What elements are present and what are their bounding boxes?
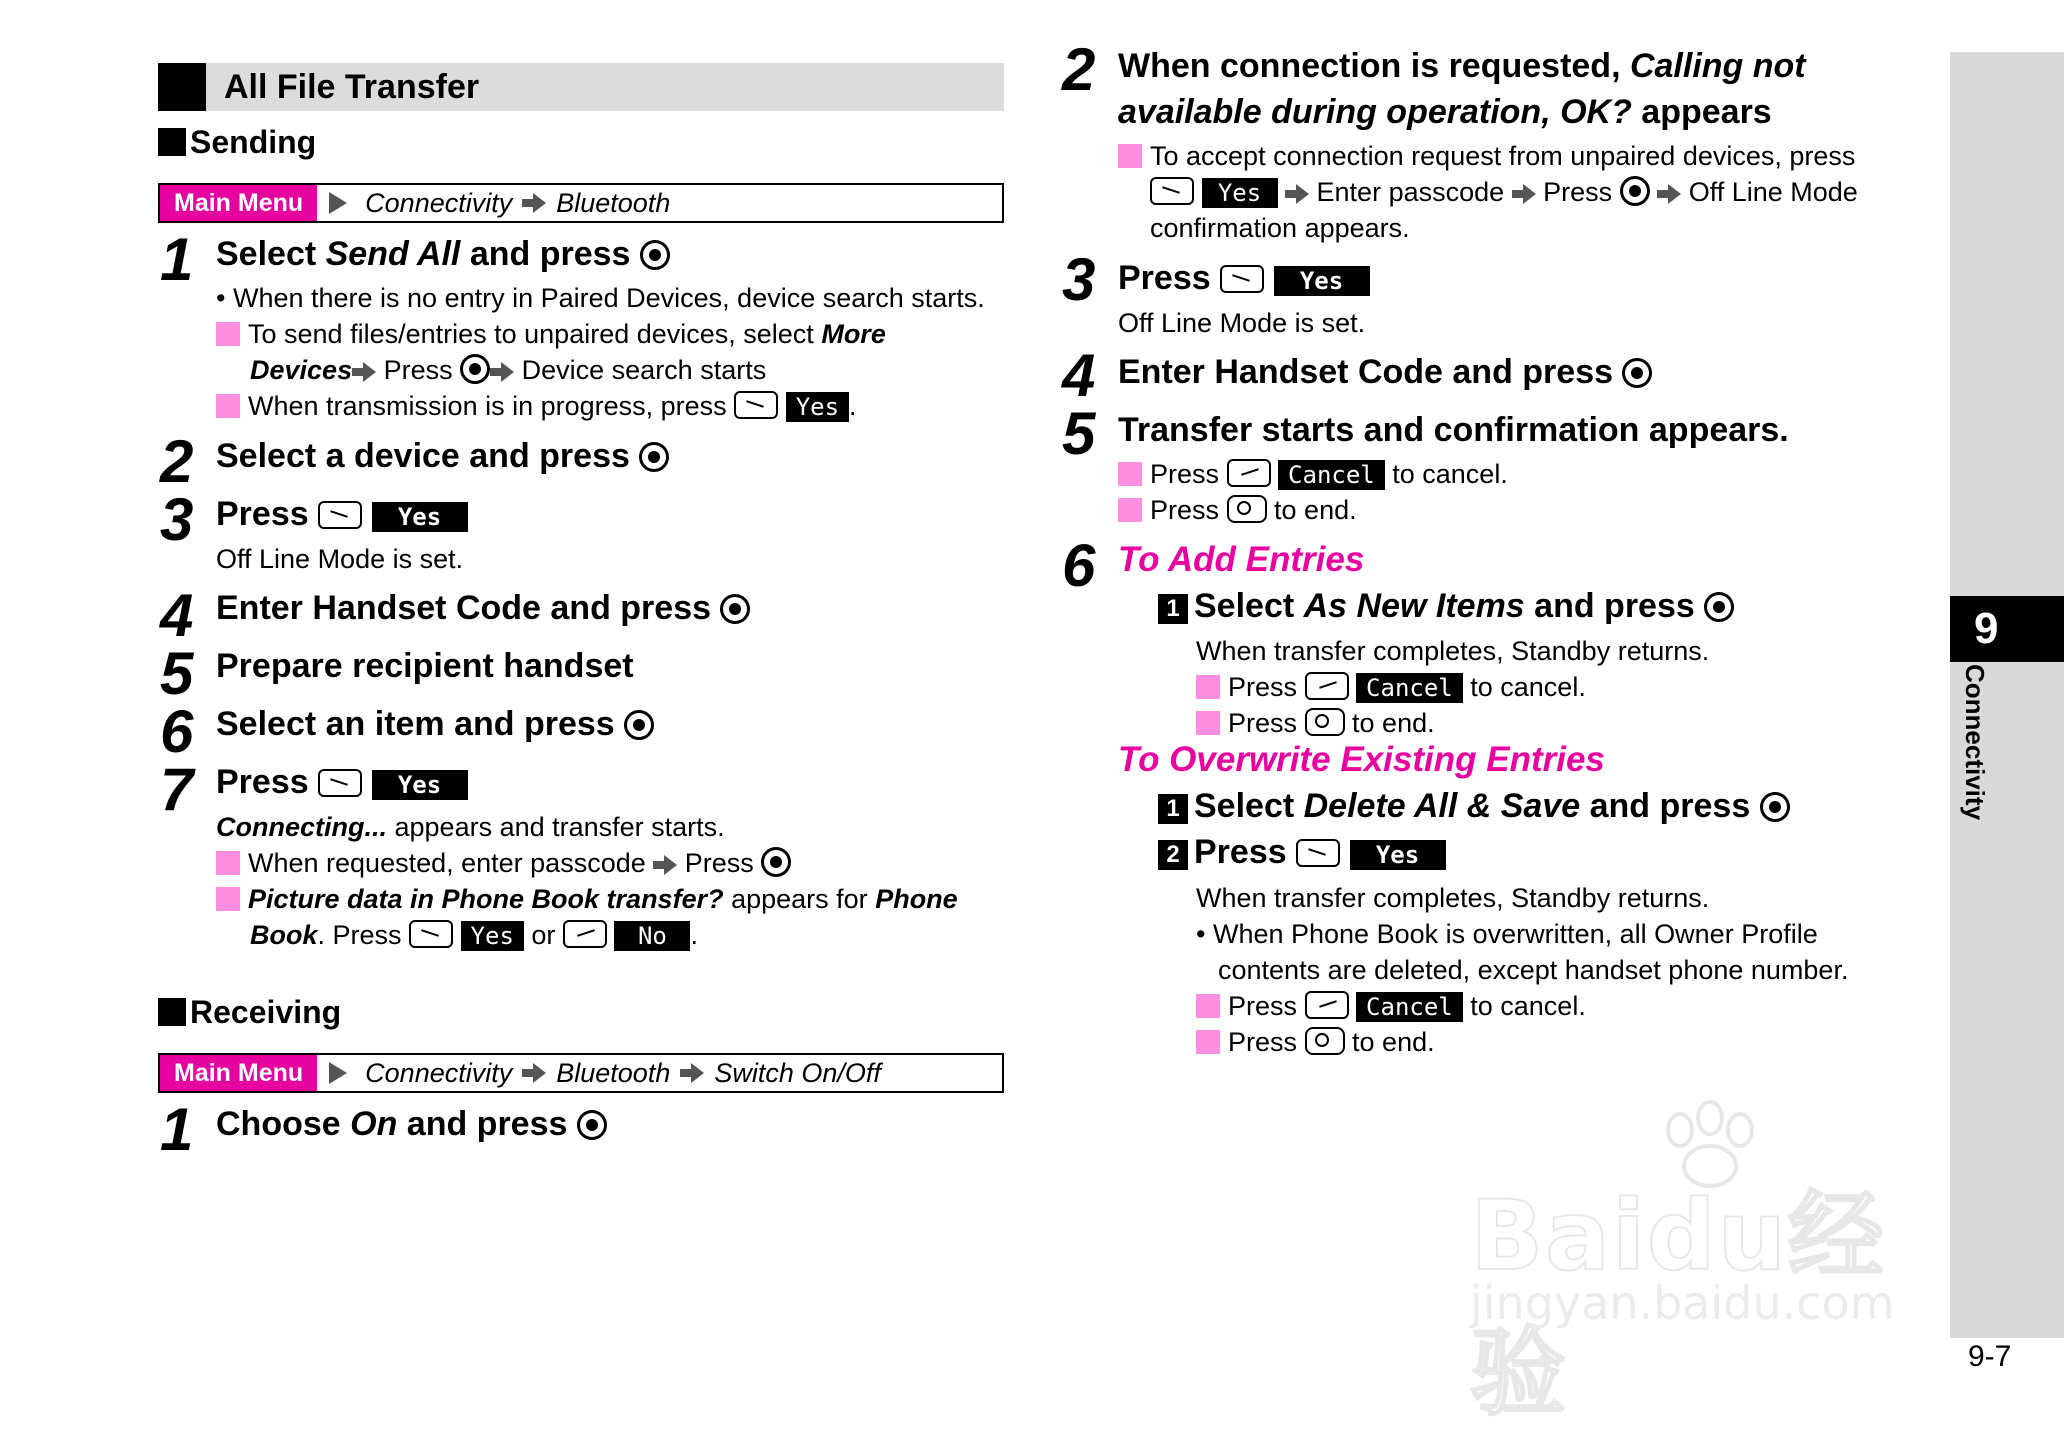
right-softkey-icon	[318, 501, 362, 529]
note-marker	[1196, 994, 1220, 1018]
note-marker	[216, 322, 240, 346]
add-entries-heading: To Add Entries	[1118, 540, 1365, 579]
step-number: 6	[1062, 532, 1096, 599]
sub-step-number: 1	[1158, 794, 1188, 824]
note-marker	[216, 887, 240, 911]
cancel-note: Press Cancel to cancel.	[1196, 988, 1586, 1024]
step-number: 2	[1062, 36, 1096, 103]
path-triangle-icon	[329, 1062, 347, 1084]
note-marker	[1196, 711, 1220, 735]
path-connectivity: Connectivity	[365, 1057, 513, 1088]
end-note: Press to end.	[1196, 1024, 1435, 1060]
path-bluetooth: Bluetooth	[556, 187, 671, 218]
note-marker	[216, 851, 240, 875]
right-softkey-icon	[734, 391, 778, 419]
select-key-icon	[1622, 358, 1652, 388]
yes-label: Yes	[1202, 178, 1278, 208]
add-body: When transfer completes, Standby returns.	[1196, 636, 1710, 666]
step-5-text: Prepare recipient handset	[216, 647, 634, 685]
step-3-text: Press Yes	[216, 492, 468, 536]
cancel-label: Cancel	[1356, 992, 1463, 1022]
menu-path	[329, 188, 670, 219]
receiving-heading	[158, 992, 341, 1032]
select-key-icon	[639, 442, 669, 472]
right-softkey-icon	[1150, 177, 1194, 205]
menu-path	[329, 1058, 881, 1089]
select-key-icon	[577, 1110, 607, 1140]
page-title: All File Transfer	[224, 68, 480, 106]
step-number: 2	[160, 428, 194, 495]
step-number: 1	[160, 1096, 194, 1163]
arrow-right-icon	[1512, 184, 1536, 204]
left-softkey-icon	[1305, 991, 1349, 1019]
step-number: 5	[160, 640, 194, 707]
yes-label: Yes	[372, 770, 468, 800]
overwrite-sub-step-2: 2 Press Yes	[1158, 830, 1446, 874]
right-step-2-note: To accept connection request from unpaired devices, press	[1118, 138, 1855, 174]
step-number: 1	[160, 226, 194, 293]
path-switch-on-off: Switch On/Off	[714, 1057, 881, 1088]
receiving-step-1-text: Choose On and press	[216, 1102, 607, 1146]
overwrite-bullet-2: contents are deleted, except handset phone number.	[1218, 955, 1849, 985]
sending-heading	[158, 122, 316, 162]
yes-label: Yes	[1274, 266, 1370, 296]
arrow-right-icon	[653, 855, 677, 875]
step-number: 3	[160, 486, 194, 553]
path-triangle-icon	[329, 192, 347, 214]
no-label: No	[614, 921, 690, 951]
step-1-text: Select Send All and press	[216, 232, 670, 276]
arrow-right-icon	[680, 1063, 704, 1083]
sub-step-number: 2	[1158, 840, 1188, 870]
note-marker	[1118, 144, 1142, 168]
baidu-watermark	[1460, 1100, 1940, 1429]
select-key-icon	[720, 594, 750, 624]
right-softkey-icon	[318, 769, 362, 797]
step-1-note-1-cont: Devices Press Device search starts	[250, 355, 767, 385]
sending-menu-path	[158, 183, 1004, 223]
right-step-2-line-1: When connection is requested, Calling not	[1118, 47, 1806, 85]
step-7-body: Connecting... appears and transfer starts.	[216, 812, 725, 842]
right-step-2-line-2: available during operation, OK? appears	[1118, 93, 1772, 131]
end-key-icon	[1305, 708, 1345, 736]
select-key-icon	[624, 710, 654, 740]
step-7-text: Press Yes	[216, 760, 468, 804]
watermark-url: jingyan.baidu.com	[1470, 1276, 1895, 1330]
section-title-bar	[158, 63, 1004, 111]
arrow-right-icon	[1657, 184, 1681, 204]
end-note: Press to end.	[1118, 492, 1357, 528]
right-step-3-text: Press Yes	[1118, 256, 1370, 300]
step-3-body: Off Line Mode is set.	[216, 544, 464, 574]
overwrite-bullet-1: • When Phone Book is overwritten, all Owner Profile	[1196, 919, 1818, 949]
select-key-icon	[460, 354, 490, 384]
select-key-icon	[1760, 792, 1790, 822]
step-7-note-2-cont: Book. Press Yes or No .	[250, 920, 698, 950]
step-1-bullet: • When there is no entry in Paired Devices, device search starts.	[216, 283, 985, 313]
yes-label: Yes	[1350, 840, 1446, 870]
select-key-icon	[1620, 176, 1650, 206]
step-6-text: Select an item and press	[216, 702, 654, 746]
note-marker	[1118, 462, 1142, 486]
sending-heading-text: Sending	[190, 124, 317, 160]
page-number: 9-7	[1968, 1340, 2012, 1373]
step-1-note-1: To send files/entries to unpaired devices, select More	[216, 316, 886, 352]
main-menu-tag: Main Menu	[160, 1055, 317, 1091]
select-key-icon	[640, 240, 670, 270]
end-key-icon	[1305, 1027, 1345, 1055]
right-step-3-body: Off Line Mode is set.	[1118, 308, 1366, 338]
right-softkey-icon	[409, 920, 453, 948]
right-softkey-icon	[1296, 839, 1340, 867]
path-connectivity: Connectivity	[365, 187, 513, 218]
chapter-name: Connectivity	[1960, 664, 1990, 821]
arrow-right-icon	[1285, 184, 1309, 204]
step-2-text: Select a device and press	[216, 434, 669, 478]
add-sub-step-1: 1 Select As New Items and press	[1158, 584, 1734, 628]
yes-label: Yes	[461, 921, 524, 951]
yes-label: Yes	[786, 392, 849, 422]
step-1-note-2: When transmission is in progress, press Yes .	[216, 388, 857, 424]
heading-marker	[158, 998, 186, 1026]
overwrite-entries-heading: To Overwrite Existing Entries	[1118, 740, 1605, 779]
receiving-menu-path	[158, 1053, 1004, 1093]
left-softkey-icon	[1305, 672, 1349, 700]
heading-marker	[158, 128, 186, 156]
cancel-label: Cancel	[1356, 673, 1463, 703]
note-marker	[1118, 498, 1142, 522]
right-softkey-icon	[1220, 265, 1264, 293]
cancel-note: Press Cancel to cancel.	[1196, 669, 1586, 705]
step-number: 4	[1062, 342, 1096, 409]
step-number: 6	[160, 698, 194, 765]
end-note: Press to end.	[1196, 705, 1435, 741]
watermark-logo: Baidu经验	[1470, 1180, 1886, 1429]
arrow-right-icon	[522, 193, 546, 213]
right-step-2-note-cont: Yes Enter passcode Press Off Line Mode	[1150, 174, 1858, 210]
overwrite-body: When transfer completes, Standby returns.	[1196, 883, 1710, 913]
arrow-right-icon	[490, 362, 514, 382]
step-number: 5	[1062, 400, 1096, 467]
arrow-right-icon	[522, 1063, 546, 1083]
left-softkey-icon	[563, 920, 607, 948]
right-step-2-note-end: confirmation appears.	[1150, 213, 1410, 243]
path-bluetooth: Bluetooth	[556, 1057, 671, 1088]
step-7-note-2: Picture data in Phone Book transfer? appears for Phone	[216, 881, 958, 917]
main-menu-tag: Main Menu	[160, 185, 317, 221]
left-softkey-icon	[1227, 459, 1271, 487]
step-number: 7	[160, 756, 194, 823]
receiving-heading-text: Receiving	[190, 994, 342, 1030]
title-marker	[158, 63, 206, 111]
select-key-icon	[761, 847, 791, 877]
right-step-5-text: Transfer starts and confirmation appears.	[1118, 411, 1789, 449]
arrow-right-icon	[352, 362, 376, 382]
overwrite-sub-step-1: 1 Select Delete All & Save and press	[1158, 784, 1790, 828]
sub-step-number: 1	[1158, 594, 1188, 624]
select-key-icon	[1704, 592, 1734, 622]
chapter-number-tab: 9	[1950, 596, 2064, 662]
note-marker	[1196, 1030, 1220, 1054]
step-4-text: Enter Handset Code and press	[216, 586, 750, 630]
right-step-4-text: Enter Handset Code and press	[1118, 350, 1652, 394]
cancel-label: Cancel	[1278, 460, 1385, 490]
step-7-note-1: When requested, enter passcode Press	[216, 845, 791, 881]
note-marker	[216, 394, 240, 418]
end-key-icon	[1227, 495, 1267, 523]
step-number: 4	[160, 582, 194, 649]
step-number: 3	[1062, 246, 1096, 313]
note-marker	[1196, 675, 1220, 699]
yes-label: Yes	[372, 502, 468, 532]
cancel-note: Press Cancel to cancel.	[1118, 456, 1508, 492]
